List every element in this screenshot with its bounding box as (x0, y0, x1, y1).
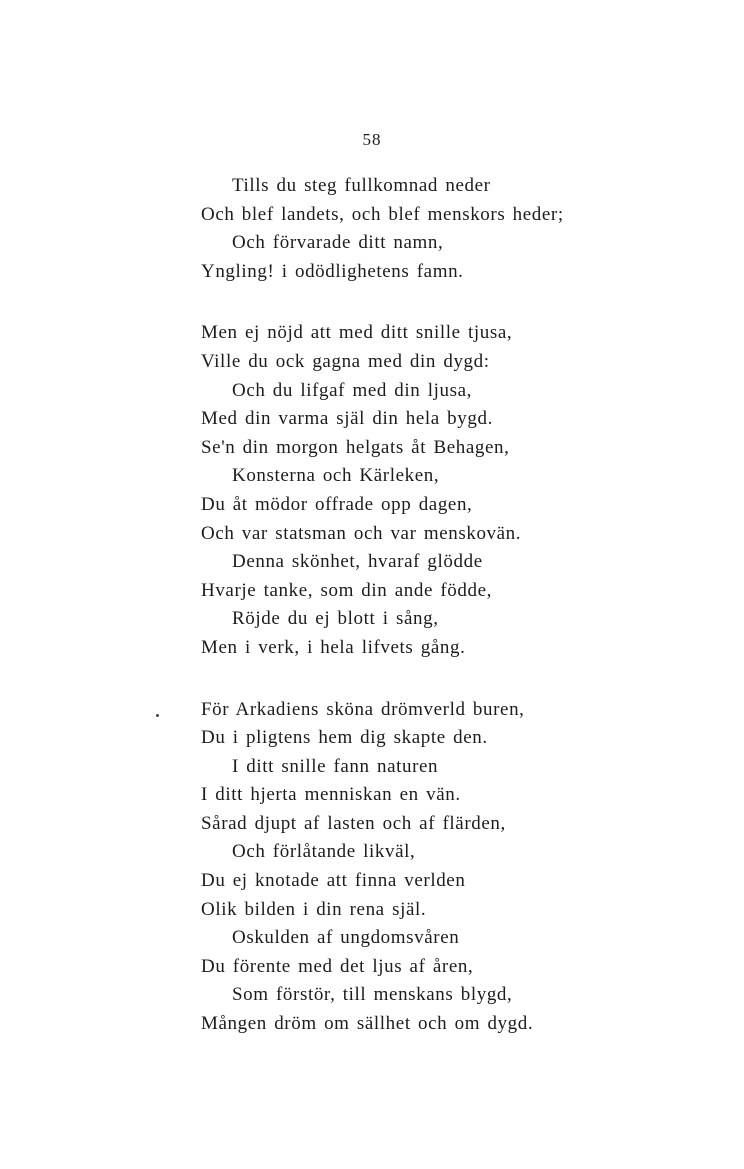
stanza-1 (201, 172, 721, 286)
poem-line: Tills du steg fullkomnad neder (232, 175, 491, 196)
poem-line: Och förvarade ditt namn, (232, 232, 444, 254)
poem-line: Konsterna och Kärleken, (232, 465, 440, 487)
poem-line: Du i pligtens hem dig skapte den. (201, 727, 488, 749)
poem-line: Med din varma själ din hela bygd. (201, 408, 493, 430)
print-speck (156, 714, 159, 717)
poem-line: Och var statsman och var menskovän. (201, 522, 522, 544)
poem-line: Hvarje tanke, som din ande födde, (201, 579, 492, 601)
poem-line: I ditt hjerta menniskan en vän. (201, 784, 461, 806)
poem-body (201, 172, 721, 1039)
poem-line: Som förstör, till menskans blygd, (232, 984, 513, 1006)
poem-line: För Arkadiens sköna drömverld buren, (201, 698, 525, 720)
poem-line: Men i verk, i hela lifvets gång. (201, 636, 466, 658)
poem-line: Oskulden af ungdomsvåren (232, 927, 460, 949)
poem-line: Mången dröm om sällhet och om dygd. (201, 1013, 534, 1035)
poem-line: Röjde du ej blott i sång, (232, 608, 439, 630)
poem-line: Olik bilden i din rena själ. (201, 898, 427, 920)
poem-line: Ville du ock gagna med din dygd: (201, 350, 490, 372)
poem-line: Yngling! i odödlighetens famn. (201, 260, 464, 282)
poem-line: Men ej nöjd att med ditt snille tjusa, (201, 322, 513, 344)
poem-line: Du ej knotade att finna verlden (201, 870, 466, 892)
poem-line: Se'n din morgon helgats åt Behagen, (201, 436, 510, 458)
poem-line: Du åt mödor offrade opp dagen, (201, 493, 473, 515)
poem-line: I ditt snille fann naturen (232, 755, 439, 777)
poem-line: Och förlåtande likväl, (232, 841, 416, 863)
poem-line: Denna skönhet, hvaraf glödde (232, 551, 483, 573)
stanza-2 (201, 319, 721, 662)
poem-line: Sårad djupt af lasten och af flärden, (201, 812, 506, 834)
poem-line: Och du lifgaf med din ljusa, (232, 379, 472, 401)
page-number: 58 (362, 130, 382, 149)
poem-line: Och blef landets, och blef menskors heder; (201, 203, 564, 225)
stanza-3 (201, 696, 721, 1039)
poem-line: Du förente med det ljus af åren, (201, 955, 474, 977)
